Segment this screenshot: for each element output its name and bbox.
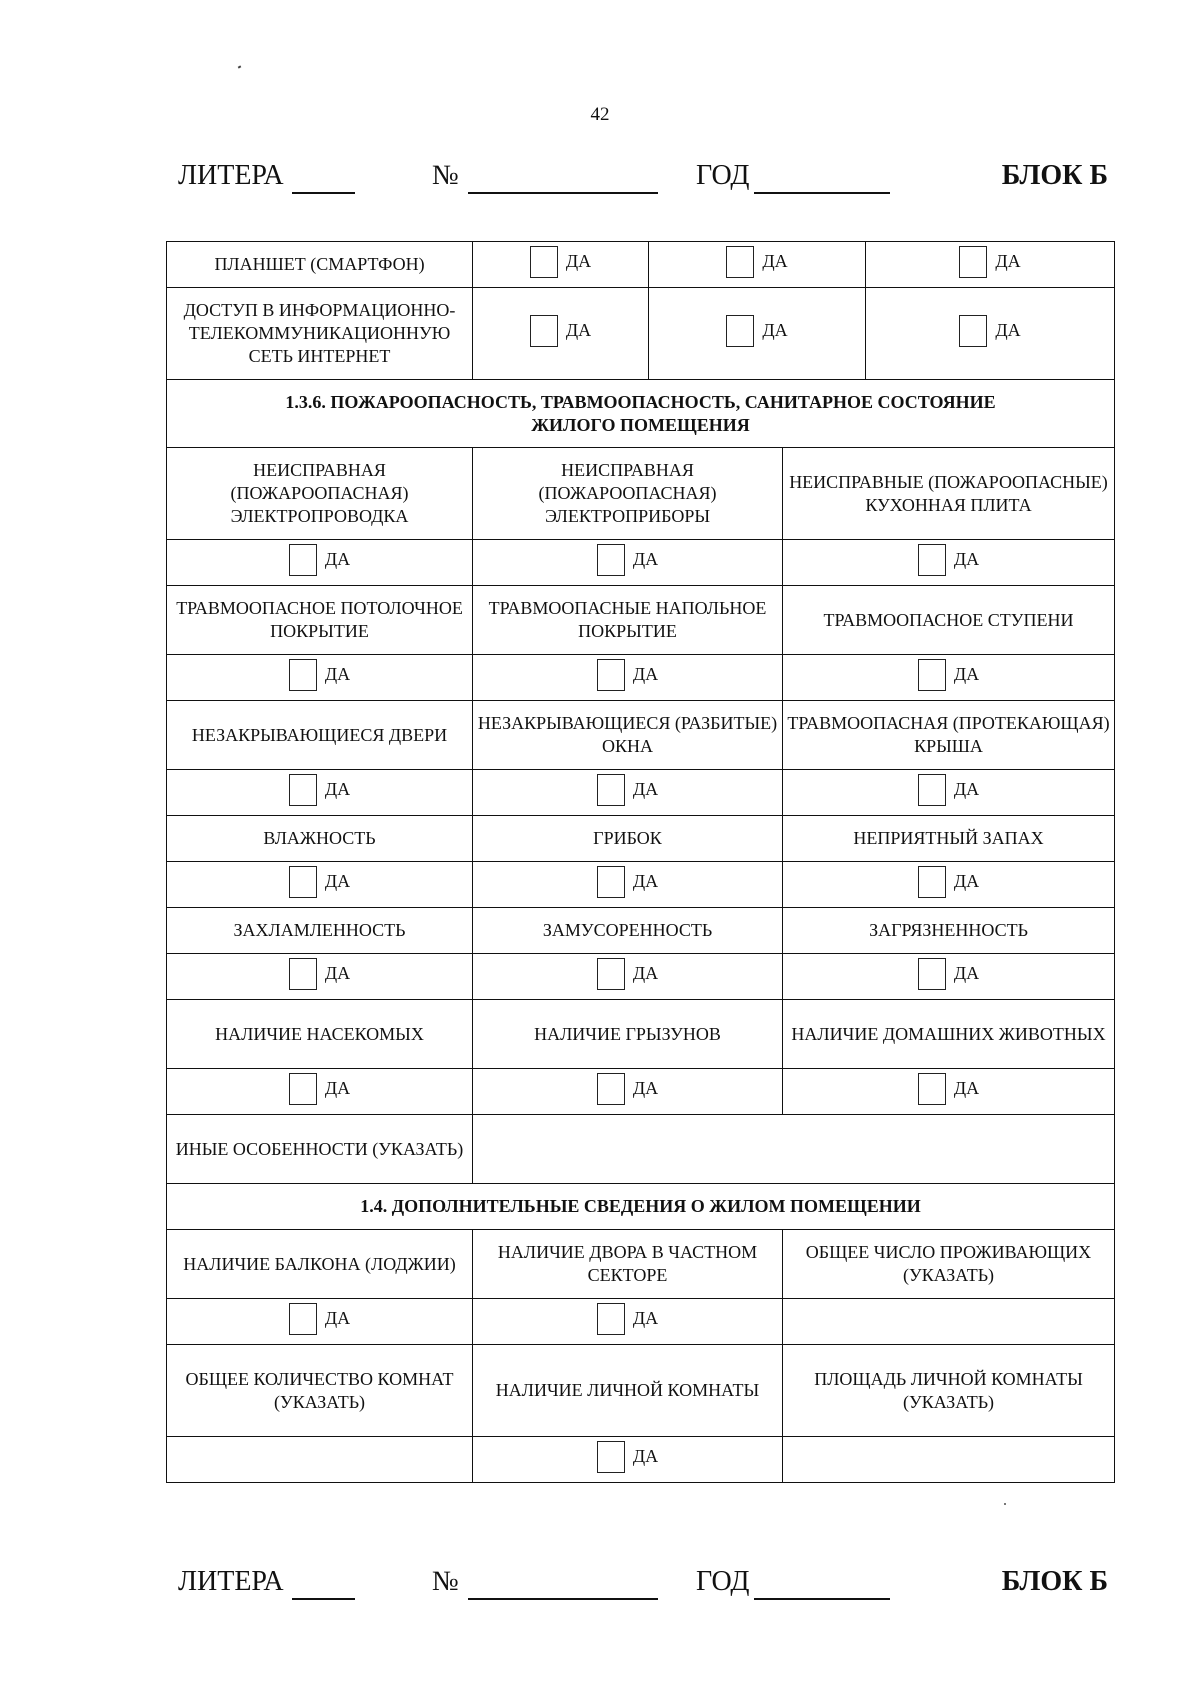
rooms-count-field[interactable] — [167, 1437, 473, 1483]
table-row — [167, 1437, 1115, 1483]
checkbox[interactable] — [289, 544, 317, 576]
hazard-label: НАЛИЧИЕ ГРЫЗУНОВ — [473, 1000, 783, 1069]
residents-count-field[interactable] — [783, 1299, 1115, 1345]
table-row — [167, 655, 1115, 701]
block-label: БЛОК Б — [1001, 1566, 1108, 1597]
checkbox-label: ДА — [632, 1078, 659, 1098]
checkbox-label: ДА — [324, 1308, 351, 1328]
checkbox-cell — [473, 1069, 783, 1115]
hazard-label: ВЛАЖНОСТЬ — [167, 816, 473, 862]
checkbox-label: ДА — [995, 251, 1021, 271]
table-row — [167, 288, 1115, 380]
checkbox-label: ДА — [324, 963, 351, 983]
checkbox[interactable] — [959, 315, 987, 347]
table-row — [167, 448, 1115, 540]
litera-field[interactable] — [292, 192, 355, 194]
table-row — [167, 701, 1115, 770]
checkbox-label: ДА — [324, 871, 351, 891]
table-row — [167, 1115, 1115, 1184]
section-row — [167, 380, 1115, 448]
checkbox[interactable] — [289, 774, 317, 806]
checkbox-label: ДА — [632, 871, 659, 891]
checkbox[interactable] — [959, 246, 987, 278]
hazard-label: НАЛИЧИЕ ДОМАШНИХ ЖИВОТНЫХ — [783, 1000, 1115, 1069]
table-row — [167, 770, 1115, 816]
number-field[interactable] — [468, 192, 658, 194]
checkbox-label: ДА — [565, 320, 592, 340]
checkbox-cell — [783, 862, 1115, 908]
checkbox-cell — [473, 770, 783, 816]
hazard-label: ГРИБОК — [473, 816, 783, 862]
section-title: 1.4. ДОПОЛНИТЕЛЬНЫЕ СВЕДЕНИЯ О ЖИЛОМ ПОМЕЩЕНИИ — [167, 1184, 1115, 1230]
table-row — [167, 1299, 1115, 1345]
hazard-label: ЗАХЛАМЛЕННОСТЬ — [167, 908, 473, 954]
checkbox-label: ДА — [565, 251, 592, 271]
checkbox-cell — [783, 655, 1115, 701]
litera-label: ЛИТЕРА — [178, 1566, 284, 1597]
section-row — [167, 1184, 1115, 1230]
checkbox-label: ДА — [632, 1308, 659, 1328]
checkbox-cell — [473, 655, 783, 701]
hazard-label: ЗАГРЯЗНЕННОСТЬ — [783, 908, 1115, 954]
table-row — [167, 242, 1115, 288]
checkbox-cell — [783, 540, 1115, 586]
hazard-label: ТРАВМООПАСНЫЕ НАПОЛЬНОЕ ПОКРЫТИЕ — [473, 586, 783, 655]
checkbox[interactable] — [597, 866, 625, 898]
checkbox-cell — [473, 540, 783, 586]
year-label: ГОД — [696, 160, 750, 191]
year-field[interactable] — [754, 1598, 890, 1600]
checkbox-cell — [473, 954, 783, 1000]
checkbox-cell — [649, 242, 866, 288]
checkbox-cell — [167, 1299, 473, 1345]
table-row — [167, 1069, 1115, 1115]
checkbox-label: ДА — [953, 549, 980, 569]
table-row — [167, 540, 1115, 586]
checkbox[interactable] — [597, 659, 625, 691]
checkbox-cell — [473, 862, 783, 908]
checkbox-label: ДА — [995, 320, 1021, 340]
table-row — [167, 586, 1115, 655]
checkbox[interactable] — [289, 659, 317, 691]
checkbox-label: ДА — [953, 1078, 980, 1098]
device-label: ДОСТУП В ИНФОРМАЦИОННО-ТЕЛЕКОММУНИКАЦИОННУЮ СЕТЬ ИНТЕРНЕТ — [167, 288, 473, 380]
year-label: ГОД — [696, 1566, 750, 1597]
checkbox[interactable] — [918, 659, 946, 691]
checkbox-label: ДА — [324, 779, 351, 799]
checkbox-cell — [866, 242, 1115, 288]
checkbox-cell — [167, 862, 473, 908]
table-row — [167, 862, 1115, 908]
checkbox-label: ДА — [632, 664, 659, 684]
checkbox-cell — [167, 655, 473, 701]
field-label: НАЛИЧИЕ БАЛКОНА (ЛОДЖИИ) — [167, 1230, 473, 1299]
hazard-label: ТРАВМООПАСНОЕ ПОТОЛОЧНОЕ ПОКРЫТИЕ — [167, 586, 473, 655]
litera-label: ЛИТЕРА — [178, 160, 284, 191]
checkbox-cell — [866, 288, 1115, 380]
checkbox[interactable] — [597, 1441, 625, 1473]
number-field[interactable] — [468, 1598, 658, 1600]
room-area-field[interactable] — [783, 1437, 1115, 1483]
checkbox-cell — [473, 1299, 783, 1345]
checkbox-label: ДА — [324, 549, 351, 569]
survey-table — [166, 241, 1115, 380]
checkbox-cell — [649, 288, 866, 380]
field-label: ПЛОЩАДЬ ЛИЧНОЙ КОМНАТЫ (УКАЗАТЬ) — [783, 1345, 1115, 1437]
checkbox[interactable] — [918, 544, 946, 576]
other-features-field[interactable] — [473, 1115, 1115, 1184]
field-label: НАЛИЧИЕ ЛИЧНОЙ КОМНАТЫ — [473, 1345, 783, 1437]
table-row — [167, 1000, 1115, 1069]
checkbox-label: ДА — [762, 320, 788, 340]
hazard-label: НЕЗАКРЫВАЮЩИЕСЯ (РАЗБИТЫЕ) ОКНА — [473, 701, 783, 770]
hazard-rows — [167, 448, 1115, 1115]
checkbox[interactable] — [530, 315, 558, 347]
hazard-label: ЗАМУСОРЕННОСТЬ — [473, 908, 783, 954]
checkbox-cell — [783, 1069, 1115, 1115]
litera-field[interactable] — [292, 1598, 355, 1600]
hazards-table — [166, 379, 1115, 1483]
checkbox[interactable] — [289, 1303, 317, 1335]
hazard-label: НЕИСПРАВНАЯ (ПОЖАРООПАСНАЯ) ЭЛЕКТРОПРИБОРЫ — [473, 448, 783, 540]
stray-mark — [238, 65, 242, 68]
device-label: ПЛАНШЕТ (СМАРТФОН) — [167, 242, 473, 288]
checkbox[interactable] — [918, 958, 946, 990]
checkbox-cell — [783, 954, 1115, 1000]
checkbox-cell — [473, 242, 649, 288]
checkbox-label: ДА — [762, 251, 788, 271]
table-row — [167, 954, 1115, 1000]
table-row — [167, 908, 1115, 954]
hazard-label: НЕЗАКРЫВАЮЩИЕСЯ ДВЕРИ — [167, 701, 473, 770]
checkbox[interactable] — [597, 958, 625, 990]
form-header-top — [178, 160, 1108, 200]
checkbox[interactable] — [726, 246, 754, 278]
checkbox-cell — [167, 540, 473, 586]
checkbox-cell — [167, 1069, 473, 1115]
hazard-label: НАЛИЧИЕ НАСЕКОМЫХ — [167, 1000, 473, 1069]
checkbox-label: ДА — [632, 549, 659, 569]
checkbox-label: ДА — [953, 779, 980, 799]
other-features-label: ИНЫЕ ОСОБЕННОСТИ (УКАЗАТЬ) — [167, 1115, 473, 1184]
checkbox[interactable] — [289, 866, 317, 898]
checkbox-label: ДА — [632, 1446, 659, 1466]
year-field[interactable] — [754, 192, 890, 194]
checkbox-label: ДА — [953, 664, 980, 684]
checkbox[interactable] — [918, 866, 946, 898]
checkbox[interactable] — [597, 774, 625, 806]
checkbox-cell — [167, 954, 473, 1000]
field-label: ОБЩЕЕ КОЛИЧЕСТВО КОМНАТ (УКАЗАТЬ) — [167, 1345, 473, 1437]
checkbox[interactable] — [597, 544, 625, 576]
block-label: БЛОК Б — [1001, 160, 1108, 191]
stray-mark — [1004, 1503, 1006, 1505]
checkbox-cell — [473, 1437, 783, 1483]
hazard-label: ТРАВМООПАСНОЕ СТУПЕНИ — [783, 586, 1115, 655]
form-header-bottom — [178, 1566, 1108, 1606]
checkbox[interactable] — [918, 774, 946, 806]
checkbox-label: ДА — [324, 664, 351, 684]
checkbox[interactable] — [597, 1303, 625, 1335]
checkbox-label: ДА — [953, 963, 980, 983]
hazard-label: НЕИСПРАВНЫЕ (ПОЖАРООПАСНЫЕ) КУХОННАЯ ПЛИТА — [783, 448, 1115, 540]
checkbox[interactable] — [726, 315, 754, 347]
checkbox-cell — [167, 770, 473, 816]
table-row — [167, 816, 1115, 862]
number-label: № — [432, 1566, 459, 1597]
section-title: 1.3.6. ПОЖАРООПАСНОСТЬ, ТРАВМООПАСНОСТЬ, САНИТАРНОЕ СОСТОЯНИЕ ЖИЛОГО ПОМЕЩЕНИЯ — [167, 380, 1115, 448]
field-label: ОБЩЕЕ ЧИСЛО ПРОЖИВАЮЩИХ (УКАЗАТЬ) — [783, 1230, 1115, 1299]
checkbox[interactable] — [530, 246, 558, 278]
field-label: НАЛИЧИЕ ДВОРА В ЧАСТНОМ СЕКТОРЕ — [473, 1230, 783, 1299]
table-row — [167, 1230, 1115, 1299]
checkbox[interactable] — [918, 1073, 946, 1105]
number-label: № — [432, 160, 459, 191]
table-row — [167, 1345, 1115, 1437]
checkbox[interactable] — [289, 958, 317, 990]
hazard-label: НЕИСПРАВНАЯ (ПОЖАРООПАСНАЯ) ЭЛЕКТРОПРОВОДКА — [167, 448, 473, 540]
checkbox[interactable] — [289, 1073, 317, 1105]
checkbox-label: ДА — [324, 1078, 351, 1098]
page-number: 42 — [590, 104, 610, 125]
checkbox-label: ДА — [953, 871, 980, 891]
hazard-label: ТРАВМООПАСНАЯ (ПРОТЕКАЮЩАЯ) КРЫША — [783, 701, 1115, 770]
checkbox[interactable] — [597, 1073, 625, 1105]
checkbox-label: ДА — [632, 779, 659, 799]
checkbox-cell — [783, 770, 1115, 816]
checkbox-label: ДА — [632, 963, 659, 983]
hazard-label: НЕПРИЯТНЫЙ ЗАПАХ — [783, 816, 1115, 862]
checkbox-cell — [473, 288, 649, 380]
